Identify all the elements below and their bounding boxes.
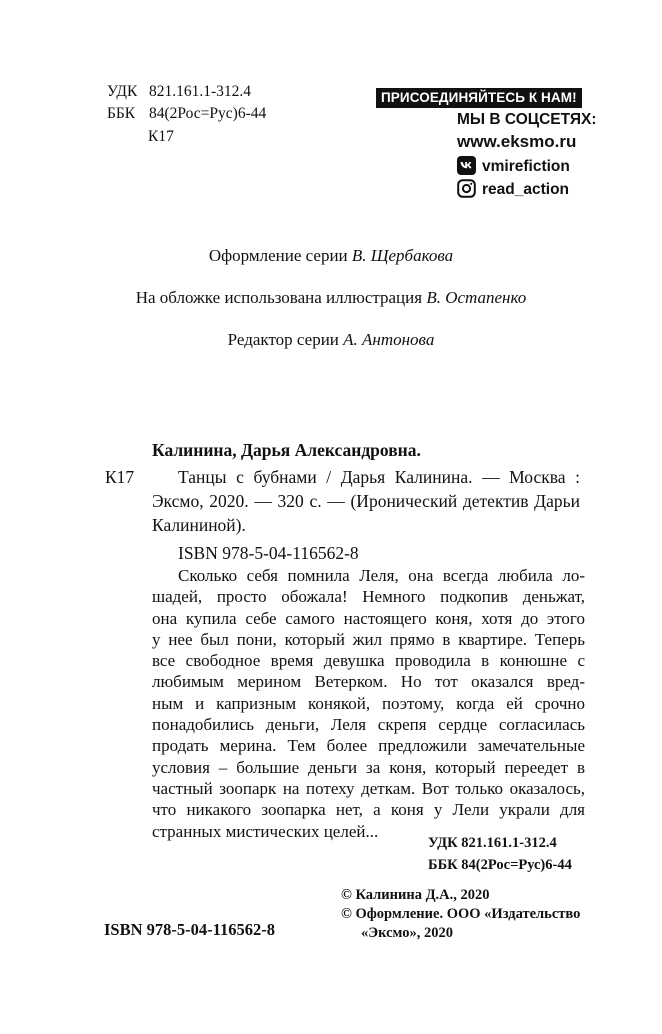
- annotation-line: у нее был пони, который жил прямо в квартире. Теперь: [152, 629, 585, 649]
- udk-code: УДК 821.161.1-312.4: [428, 835, 557, 851]
- annotation-line: все свободное время девушка проводила в конюшне с: [152, 651, 585, 671]
- series-design-name: В. Щербакова: [351, 246, 454, 265]
- annotation-line: ным и капризным конякой, поэтому, когда ей срочно: [152, 693, 585, 713]
- annotation-line: любимым мерином Ветерком. Но тот оказался вред-: [152, 672, 585, 692]
- instagram-icon: [457, 179, 476, 198]
- vk-handle: vmirefiction: [482, 158, 570, 175]
- bbk-value: 84(2Рос=Рус)6-44: [149, 105, 267, 122]
- series-editor-name: А. Антонова: [343, 330, 435, 349]
- bbk-label: ББК: [107, 105, 136, 122]
- annotation-line: Сколько себя помнила Леля, она всегда любила ло-: [178, 566, 585, 585]
- annotation-line: странных мистических целей...: [152, 821, 379, 841]
- bbk-code: ББК 84(2Рос=Рус)6-44: [428, 857, 572, 873]
- copyright-author: © Калинина Д.А., 2020: [341, 887, 490, 903]
- social-banner: ПРИСОЕДИНЯЙТЕСЬ К НАМ!: [376, 88, 582, 108]
- series-editor-label: Редактор серии: [227, 330, 339, 349]
- annotation-line: шадей, просто обожала! Немного подкопив деньжат,: [152, 587, 585, 607]
- cover-illustration-label: На обложке использована иллюстрация: [135, 288, 423, 307]
- cover-illustration-credit: [0, 288, 662, 308]
- udk-line: [107, 82, 251, 102]
- biblio-line-3: Калининой).: [152, 515, 246, 535]
- series-editor-credit: [0, 330, 662, 350]
- author-heading: Калинина, Дарья Александровна.: [152, 440, 421, 460]
- website-link[interactable]: www.eksmo.ru: [457, 132, 577, 151]
- author-mark-top: К17: [148, 128, 174, 145]
- annotation-line: что никакого зоопарка нет, а коня у Лели украли для: [152, 800, 585, 820]
- copyright-design-line-1: © Оформление. ООО «Издательство: [341, 906, 581, 922]
- instagram-link[interactable]: [457, 179, 569, 199]
- vk-link[interactable]: [457, 156, 570, 176]
- annotation-line: частный зоопарк на потеху деткам. Вот только оказалось,: [152, 778, 585, 798]
- udk-label: УДК: [107, 83, 138, 100]
- vk-icon: [457, 156, 476, 175]
- cover-illustration-name: В. Остапенко: [426, 288, 527, 307]
- series-design-credit: [0, 246, 662, 266]
- biblio-isbn: ISBN 978-5-04-116562-8: [178, 543, 359, 563]
- author-mark: К17: [105, 467, 135, 487]
- annotation-line: условия – большие деньги за коня, который переедет в: [152, 757, 585, 777]
- biblio-line-1: Танцы с бубнами / Дарья Калинина. — Москва :: [178, 467, 580, 487]
- annotation-line: понадобились деньги, Леля скрепя сердце согласилась: [152, 715, 585, 735]
- biblio-line-2: Эксмо, 2020. — 320 с. — (Иронический детектив Дарьи: [152, 491, 580, 511]
- annotation-line: продать мерина. Тем более предложили замечательные: [152, 736, 585, 756]
- footer-isbn: ISBN 978-5-04-116562-8: [104, 920, 275, 939]
- instagram-handle: read_action: [482, 181, 570, 198]
- annotation-line: она купила себе самого настоящего коня, хотя до этого: [152, 608, 585, 628]
- bbk-line: [107, 104, 266, 124]
- udk-value: 821.161.1-312.4: [149, 83, 252, 100]
- annotation: [152, 565, 585, 842]
- social-subtitle: МЫ В СОЦСЕТЯХ:: [457, 111, 597, 128]
- series-design-label: Оформление серии: [208, 246, 348, 265]
- copyright-design-line-2: «Эксмо», 2020: [361, 925, 453, 941]
